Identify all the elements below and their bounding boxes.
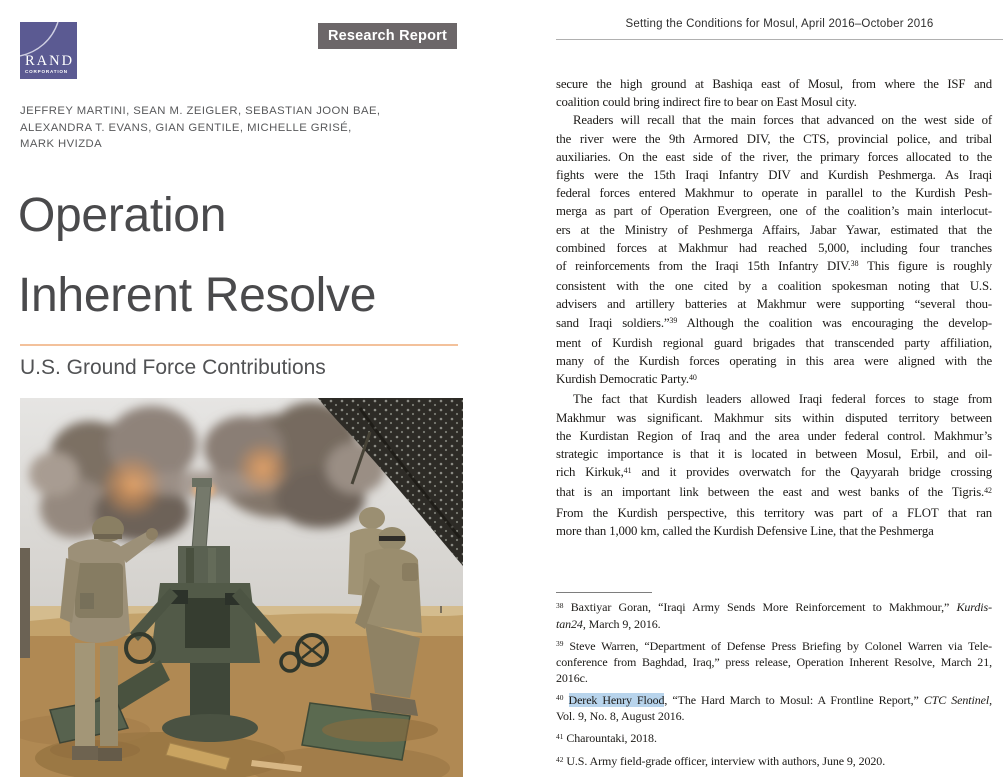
- text-line: $^{42}$ U.S. Army field-grade officer, interview with authors, June 9, 2020.: [556, 754, 886, 768]
- body-text: [556, 75, 992, 540]
- text-line: secure the high ground at Bashiqa east of Mosul, from where the ISF and: [556, 77, 992, 91]
- footnotes: [556, 592, 992, 777]
- text-line: auxiliaries. On the east side of the river, the primary forces allocated to the: [556, 149, 992, 164]
- text-line: From the Kurdish perspective, this territory was part of a FLOT that ran: [556, 505, 992, 520]
- text-line: federal forces entered Makhmur to operate in parallel to the Kurdish Pesh-: [556, 186, 992, 201]
- report-title-line: Inherent Resolve: [18, 269, 377, 322]
- report-subtitle: U.S. Ground Force Contributions: [20, 356, 326, 379]
- highlighted-text: Derek Henry Flood: [568, 692, 665, 707]
- text-line: coalition could bring indirect fire to bear on East Mosul city.: [556, 95, 857, 110]
- text-line: combined forces at Makhmur had reached 5,000, including four tranches: [556, 240, 992, 255]
- text-line: conference from Baghdad, Iraq,” press release, Operation Inherent Resolve, March 21,: [556, 655, 992, 669]
- authors-line: MARK HVIZDA: [20, 138, 103, 150]
- footnote-separator-rule: [556, 592, 652, 593]
- title-divider-rule: [20, 344, 458, 346]
- report-title-line: Operation: [18, 189, 227, 242]
- text-line: The fact that Kurdish leaders allowed Iraqi federal forces to stage from: [573, 392, 992, 407]
- text-line: many of the Kurdish forces operating in this area were aligned with the: [556, 354, 992, 369]
- footnote: [556, 731, 992, 748]
- cover-photo: [20, 398, 463, 777]
- authors-line: ALEXANDRA T. EVANS, GIAN GENTILE, MICHELLE GRISÉ,: [20, 121, 352, 134]
- text-line: advisers and artillery batteries at Makhmur were supporting “several thou-: [556, 297, 992, 312]
- text-line: fights were the 15th Iraqi Infantry DIV and Kurdish Peshmerga. As Iraqi: [556, 168, 992, 183]
- text-line: $^{39}$ Steve Warren, “Department of Defense Press Briefing by Colonel Warren via Tele-: [556, 638, 992, 653]
- footnotes-list: [556, 600, 992, 771]
- authors-line: JEFFREY MARTINI, SEAN M. ZEIGLER, SEBASTIAN JOON BAE,: [20, 105, 381, 117]
- authors-block: [20, 103, 450, 153]
- text-line: that is an important link between the east and west banks of the Tigris.$^{42}$: [556, 485, 992, 500]
- text-line: the river were the 9th Armored DIV, the CTS, provincial police, and tribal: [556, 131, 992, 146]
- text-line: consistent with the one cited by a coalition spokesman noting that U.S.: [556, 279, 992, 294]
- text-line: rich Kirkuk,$^{41}$ and it provides overwatch for the Qayyarah bridge crossing: [556, 465, 992, 480]
- text-line: ers at the Ministry of Peshmerga Affairs, Jabar Yawar, estimated that the: [556, 222, 992, 237]
- text-line: ment of Kurdish regional guard brigades that transcended party affiliation,: [556, 335, 992, 350]
- text-line: more than 1,000 km, called the Kurdish Defensive Line, that the Peshmerga: [556, 523, 934, 538]
- text-line: Makhmur was significant. Makhmur sits within disputed territory between: [556, 410, 992, 425]
- text-line: 2016c.: [556, 670, 588, 685]
- text-line: Kurdish Democratic Party.$^{40}$: [556, 372, 697, 387]
- footnote: [556, 600, 992, 632]
- report-type-label: Research Report: [327, 28, 448, 44]
- running-head-rule: [556, 39, 1003, 40]
- text-line: sand Iraqi soldiers.”$^{39}$ Although the coalition was encouraging the develop-: [556, 315, 992, 330]
- text-line: merga as part of Operation Evergreen, one of the coalition’s main interlocut-: [556, 204, 992, 219]
- text-line: $^{41}$ Charountaki, 2018.: [556, 731, 657, 745]
- running-head: Setting the Conditions for Mosul, April 2016–October 2016: [625, 18, 934, 30]
- text-line: of reinforcements from the Iraqi 15th Infantry DIV.$^{38}$ This figure is roughly: [556, 259, 992, 274]
- rand-logo: [20, 22, 77, 79]
- text-line: $^{40}$ Derek Henry Flood, “The Hard March to Mosul: A Frontline Report,” CTC Sentinel,: [556, 692, 993, 707]
- footnote: [556, 754, 992, 771]
- text-line: strategic importance is that it is located in between Mosul, Erbil, and oil-: [556, 447, 992, 462]
- footnote: [556, 693, 992, 725]
- text-line: Vol. 9, No. 8, August 2016.: [556, 709, 685, 723]
- text-line: Readers will recall that the main forces that advanced on the west side of: [573, 113, 992, 128]
- logo-subtext: CORPORATION: [25, 69, 68, 74]
- text-line: tan24, March 9, 2016.: [556, 616, 661, 631]
- footnote: [556, 639, 992, 687]
- report-title: [18, 176, 478, 336]
- report-type-banner: [318, 23, 457, 49]
- logo-wordmark: RAND: [25, 53, 75, 69]
- text-line: the Kurdistan Region of Iraq and the area under federal control. Makhmur’s: [556, 428, 992, 443]
- text-line: $^{38}$ Baxtiyar Goran, “Iraqi Army Sends More Reinforcement to Makhmour,” Kurdis-: [556, 600, 992, 614]
